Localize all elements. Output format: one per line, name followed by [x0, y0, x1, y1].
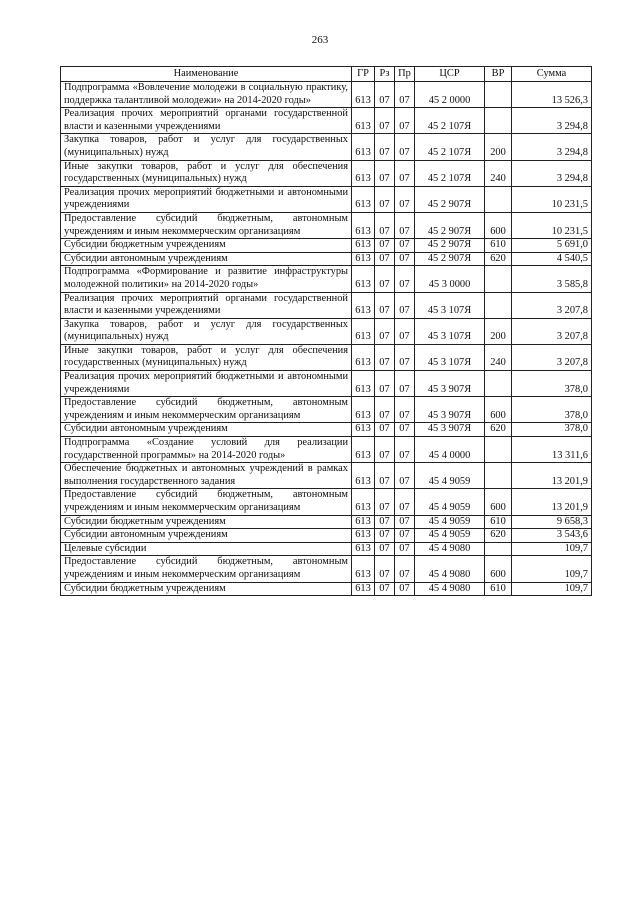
cell-sum: 109,7	[512, 582, 592, 596]
cell-vr: 610	[485, 582, 512, 596]
cell-vr: 200	[485, 134, 512, 160]
cell-csr: 45 4 9080	[415, 582, 485, 596]
table-row	[61, 489, 592, 515]
cell-pr: 07	[395, 160, 415, 186]
cell-vr	[485, 437, 512, 463]
cell-vr: 620	[485, 529, 512, 543]
cell-name: Закупка товаров, работ и услуг для государственных (муниципальных) нужд	[61, 318, 352, 344]
table-row	[61, 437, 592, 463]
cell-sum: 10 231,5	[512, 212, 592, 238]
cell-name: Субсидии автономным учреждениям	[61, 529, 352, 543]
budget-table	[60, 66, 592, 596]
cell-name: Иные закупки товаров, работ и услуг для обеспечения государственных (муниципальных) нужд	[61, 160, 352, 186]
table-row	[61, 423, 592, 437]
cell-pr: 07	[395, 239, 415, 253]
cell-csr: 45 3 107Я	[415, 344, 485, 370]
cell-vr: 600	[485, 556, 512, 582]
cell-vr: 200	[485, 318, 512, 344]
table-row	[61, 252, 592, 266]
cell-name: Закупка товаров, работ и услуг для государственных (муниципальных) нужд	[61, 134, 352, 160]
cell-rz: 07	[375, 529, 395, 543]
cell-gr: 613	[352, 397, 375, 423]
header-pr: Пр	[395, 67, 415, 82]
page-number: 263	[311, 34, 329, 46]
cell-csr: 45 3 107Я	[415, 318, 485, 344]
cell-csr: 45 4 9059	[415, 463, 485, 489]
cell-csr: 45 3 907Я	[415, 397, 485, 423]
cell-csr: 45 4 9080	[415, 556, 485, 582]
cell-sum: 5 691,0	[512, 239, 592, 253]
cell-name: Субсидии автономным учреждениям	[61, 252, 352, 266]
cell-pr: 07	[395, 489, 415, 515]
cell-sum: 3 294,8	[512, 134, 592, 160]
table-row	[61, 266, 592, 292]
cell-rz: 07	[375, 266, 395, 292]
cell-rz: 07	[375, 186, 395, 212]
cell-vr	[485, 292, 512, 318]
cell-sum: 378,0	[512, 371, 592, 397]
cell-name: Субсидии автономным учреждениям	[61, 423, 352, 437]
cell-sum: 3 294,8	[512, 160, 592, 186]
cell-pr: 07	[395, 397, 415, 423]
cell-gr: 613	[352, 582, 375, 596]
cell-pr: 07	[395, 344, 415, 370]
cell-pr: 07	[395, 556, 415, 582]
table-row	[61, 529, 592, 543]
cell-pr: 07	[395, 437, 415, 463]
cell-rz: 07	[375, 239, 395, 253]
table-row	[61, 160, 592, 186]
cell-pr: 07	[395, 318, 415, 344]
cell-csr: 45 2 907Я	[415, 239, 485, 253]
cell-gr: 613	[352, 556, 375, 582]
cell-rz: 07	[375, 437, 395, 463]
cell-gr: 613	[352, 529, 375, 543]
cell-rz: 07	[375, 160, 395, 186]
cell-rz: 07	[375, 489, 395, 515]
table-row	[61, 292, 592, 318]
cell-csr: 45 2 0000	[415, 82, 485, 108]
cell-vr	[485, 108, 512, 134]
cell-csr: 45 4 9080	[415, 542, 485, 556]
cell-name: Субсидии бюджетным учреждениям	[61, 239, 352, 253]
cell-vr: 240	[485, 344, 512, 370]
cell-rz: 07	[375, 463, 395, 489]
cell-sum: 13 526,3	[512, 82, 592, 108]
cell-vr: 610	[485, 515, 512, 529]
cell-rz: 07	[375, 292, 395, 318]
table-row	[61, 134, 592, 160]
cell-name: Предоставление субсидий бюджетным, автономным учреждениям и иным некоммерческим организациям	[61, 397, 352, 423]
cell-csr: 45 2 107Я	[415, 108, 485, 134]
cell-name: Предоставление субсидий бюджетным, автономным учреждениям и иным некоммерческим организациям	[61, 212, 352, 238]
cell-name: Реализация прочих мероприятий органами государственной власти и казенными учреждениями	[61, 108, 352, 134]
cell-csr: 45 4 9059	[415, 529, 485, 543]
cell-sum: 4 540,5	[512, 252, 592, 266]
cell-sum: 9 658,3	[512, 515, 592, 529]
cell-pr: 07	[395, 108, 415, 134]
header-csr: ЦСР	[415, 67, 485, 82]
cell-csr: 45 4 9059	[415, 515, 485, 529]
table-header-row	[61, 67, 592, 82]
header-gr: ГР	[352, 67, 375, 82]
table-row	[61, 556, 592, 582]
cell-sum: 13 311,6	[512, 437, 592, 463]
cell-gr: 613	[352, 212, 375, 238]
cell-vr	[485, 82, 512, 108]
cell-rz: 07	[375, 542, 395, 556]
cell-rz: 07	[375, 371, 395, 397]
cell-gr: 613	[352, 423, 375, 437]
cell-gr: 613	[352, 292, 375, 318]
cell-csr: 45 2 907Я	[415, 252, 485, 266]
cell-name: Обеспечение бюджетных и автономных учреждений в рамках выполнения государственного задания	[61, 463, 352, 489]
cell-vr	[485, 542, 512, 556]
table-row	[61, 344, 592, 370]
cell-rz: 07	[375, 515, 395, 529]
cell-pr: 07	[395, 371, 415, 397]
cell-vr	[485, 371, 512, 397]
cell-gr: 613	[352, 318, 375, 344]
table-row	[61, 542, 592, 556]
cell-sum: 13 201,9	[512, 463, 592, 489]
cell-pr: 07	[395, 292, 415, 318]
cell-vr: 600	[485, 212, 512, 238]
cell-gr: 613	[352, 266, 375, 292]
cell-pr: 07	[395, 423, 415, 437]
cell-gr: 613	[352, 515, 375, 529]
cell-vr: 620	[485, 252, 512, 266]
cell-sum: 109,7	[512, 556, 592, 582]
cell-vr	[485, 186, 512, 212]
cell-gr: 613	[352, 108, 375, 134]
cell-rz: 07	[375, 212, 395, 238]
cell-csr: 45 4 0000	[415, 437, 485, 463]
cell-name: Подпрограмма «Создание условий для реализации государственной программы» на 2014-2020 годы»	[61, 437, 352, 463]
cell-rz: 07	[375, 108, 395, 134]
cell-vr	[485, 463, 512, 489]
cell-sum: 3 207,8	[512, 318, 592, 344]
cell-vr: 600	[485, 397, 512, 423]
cell-pr: 07	[395, 212, 415, 238]
cell-rz: 07	[375, 82, 395, 108]
cell-vr: 240	[485, 160, 512, 186]
cell-pr: 07	[395, 529, 415, 543]
cell-pr: 07	[395, 82, 415, 108]
table-row	[61, 515, 592, 529]
cell-pr: 07	[395, 134, 415, 160]
cell-csr: 45 2 107Я	[415, 160, 485, 186]
cell-name: Субсидии бюджетным учреждениям	[61, 582, 352, 596]
cell-csr: 45 3 0000	[415, 266, 485, 292]
cell-name: Реализация прочих мероприятий органами государственной власти и казенными учреждениями	[61, 292, 352, 318]
cell-csr: 45 3 907Я	[415, 371, 485, 397]
cell-sum: 378,0	[512, 423, 592, 437]
table-row	[61, 108, 592, 134]
cell-sum: 109,7	[512, 542, 592, 556]
cell-gr: 613	[352, 186, 375, 212]
cell-pr: 07	[395, 266, 415, 292]
cell-name: Субсидии бюджетным учреждениям	[61, 515, 352, 529]
cell-sum: 3 207,8	[512, 344, 592, 370]
header-sum: Сумма	[512, 67, 592, 82]
cell-rz: 07	[375, 423, 395, 437]
table-row	[61, 186, 592, 212]
cell-vr: 620	[485, 423, 512, 437]
cell-vr: 610	[485, 239, 512, 253]
cell-gr: 613	[352, 489, 375, 515]
cell-sum: 378,0	[512, 397, 592, 423]
cell-name: Реализация прочих мероприятий бюджетными и автономными учреждениями	[61, 186, 352, 212]
cell-gr: 613	[352, 252, 375, 266]
cell-sum: 3 294,8	[512, 108, 592, 134]
cell-gr: 613	[352, 82, 375, 108]
cell-csr: 45 3 107Я	[415, 292, 485, 318]
table-row	[61, 397, 592, 423]
cell-name: Целевые субсидии	[61, 542, 352, 556]
cell-gr: 613	[352, 463, 375, 489]
cell-sum: 10 231,5	[512, 186, 592, 212]
cell-sum: 3 543,6	[512, 529, 592, 543]
header-rz: Рз	[375, 67, 395, 82]
cell-gr: 613	[352, 437, 375, 463]
table-body	[61, 82, 592, 596]
cell-gr: 613	[352, 344, 375, 370]
cell-pr: 07	[395, 252, 415, 266]
cell-rz: 07	[375, 344, 395, 370]
cell-pr: 07	[395, 463, 415, 489]
cell-gr: 613	[352, 160, 375, 186]
table-row	[61, 82, 592, 108]
cell-vr	[485, 266, 512, 292]
cell-csr: 45 2 907Я	[415, 212, 485, 238]
cell-gr: 613	[352, 371, 375, 397]
cell-name: Подпрограмма «Формирование и развитие инфраструктуры молодежной политики» на 2014-2020 годы»	[61, 266, 352, 292]
cell-name: Подпрограмма «Вовлечение молодежи в социальную практику, поддержка талантливой молодежи» на 2014-2020 годы»	[61, 82, 352, 108]
table-row	[61, 318, 592, 344]
table-row	[61, 463, 592, 489]
cell-sum: 13 201,9	[512, 489, 592, 515]
cell-rz: 07	[375, 318, 395, 344]
cell-sum: 3 207,8	[512, 292, 592, 318]
cell-rz: 07	[375, 134, 395, 160]
cell-pr: 07	[395, 542, 415, 556]
cell-name: Предоставление субсидий бюджетным, автономным учреждениям и иным некоммерческим организациям	[61, 556, 352, 582]
cell-gr: 613	[352, 134, 375, 160]
header-vr: ВР	[485, 67, 512, 82]
table-row	[61, 371, 592, 397]
cell-name: Реализация прочих мероприятий бюджетными и автономными учреждениями	[61, 371, 352, 397]
cell-name: Предоставление субсидий бюджетным, автономным учреждениям и иным некоммерческим организациям	[61, 489, 352, 515]
cell-gr: 613	[352, 542, 375, 556]
cell-csr: 45 2 907Я	[415, 186, 485, 212]
cell-csr: 45 4 9059	[415, 489, 485, 515]
cell-pr: 07	[395, 582, 415, 596]
cell-rz: 07	[375, 582, 395, 596]
cell-vr: 600	[485, 489, 512, 515]
cell-sum: 3 585,8	[512, 266, 592, 292]
cell-gr: 613	[352, 239, 375, 253]
cell-rz: 07	[375, 252, 395, 266]
cell-pr: 07	[395, 515, 415, 529]
cell-csr: 45 3 907Я	[415, 423, 485, 437]
table-row	[61, 239, 592, 253]
header-name: Наименование	[61, 67, 352, 82]
cell-pr: 07	[395, 186, 415, 212]
table-row	[61, 582, 592, 596]
cell-name: Иные закупки товаров, работ и услуг для обеспечения государственных (муниципальных) нужд	[61, 344, 352, 370]
cell-rz: 07	[375, 556, 395, 582]
table-row	[61, 212, 592, 238]
cell-csr: 45 2 107Я	[415, 134, 485, 160]
cell-rz: 07	[375, 397, 395, 423]
